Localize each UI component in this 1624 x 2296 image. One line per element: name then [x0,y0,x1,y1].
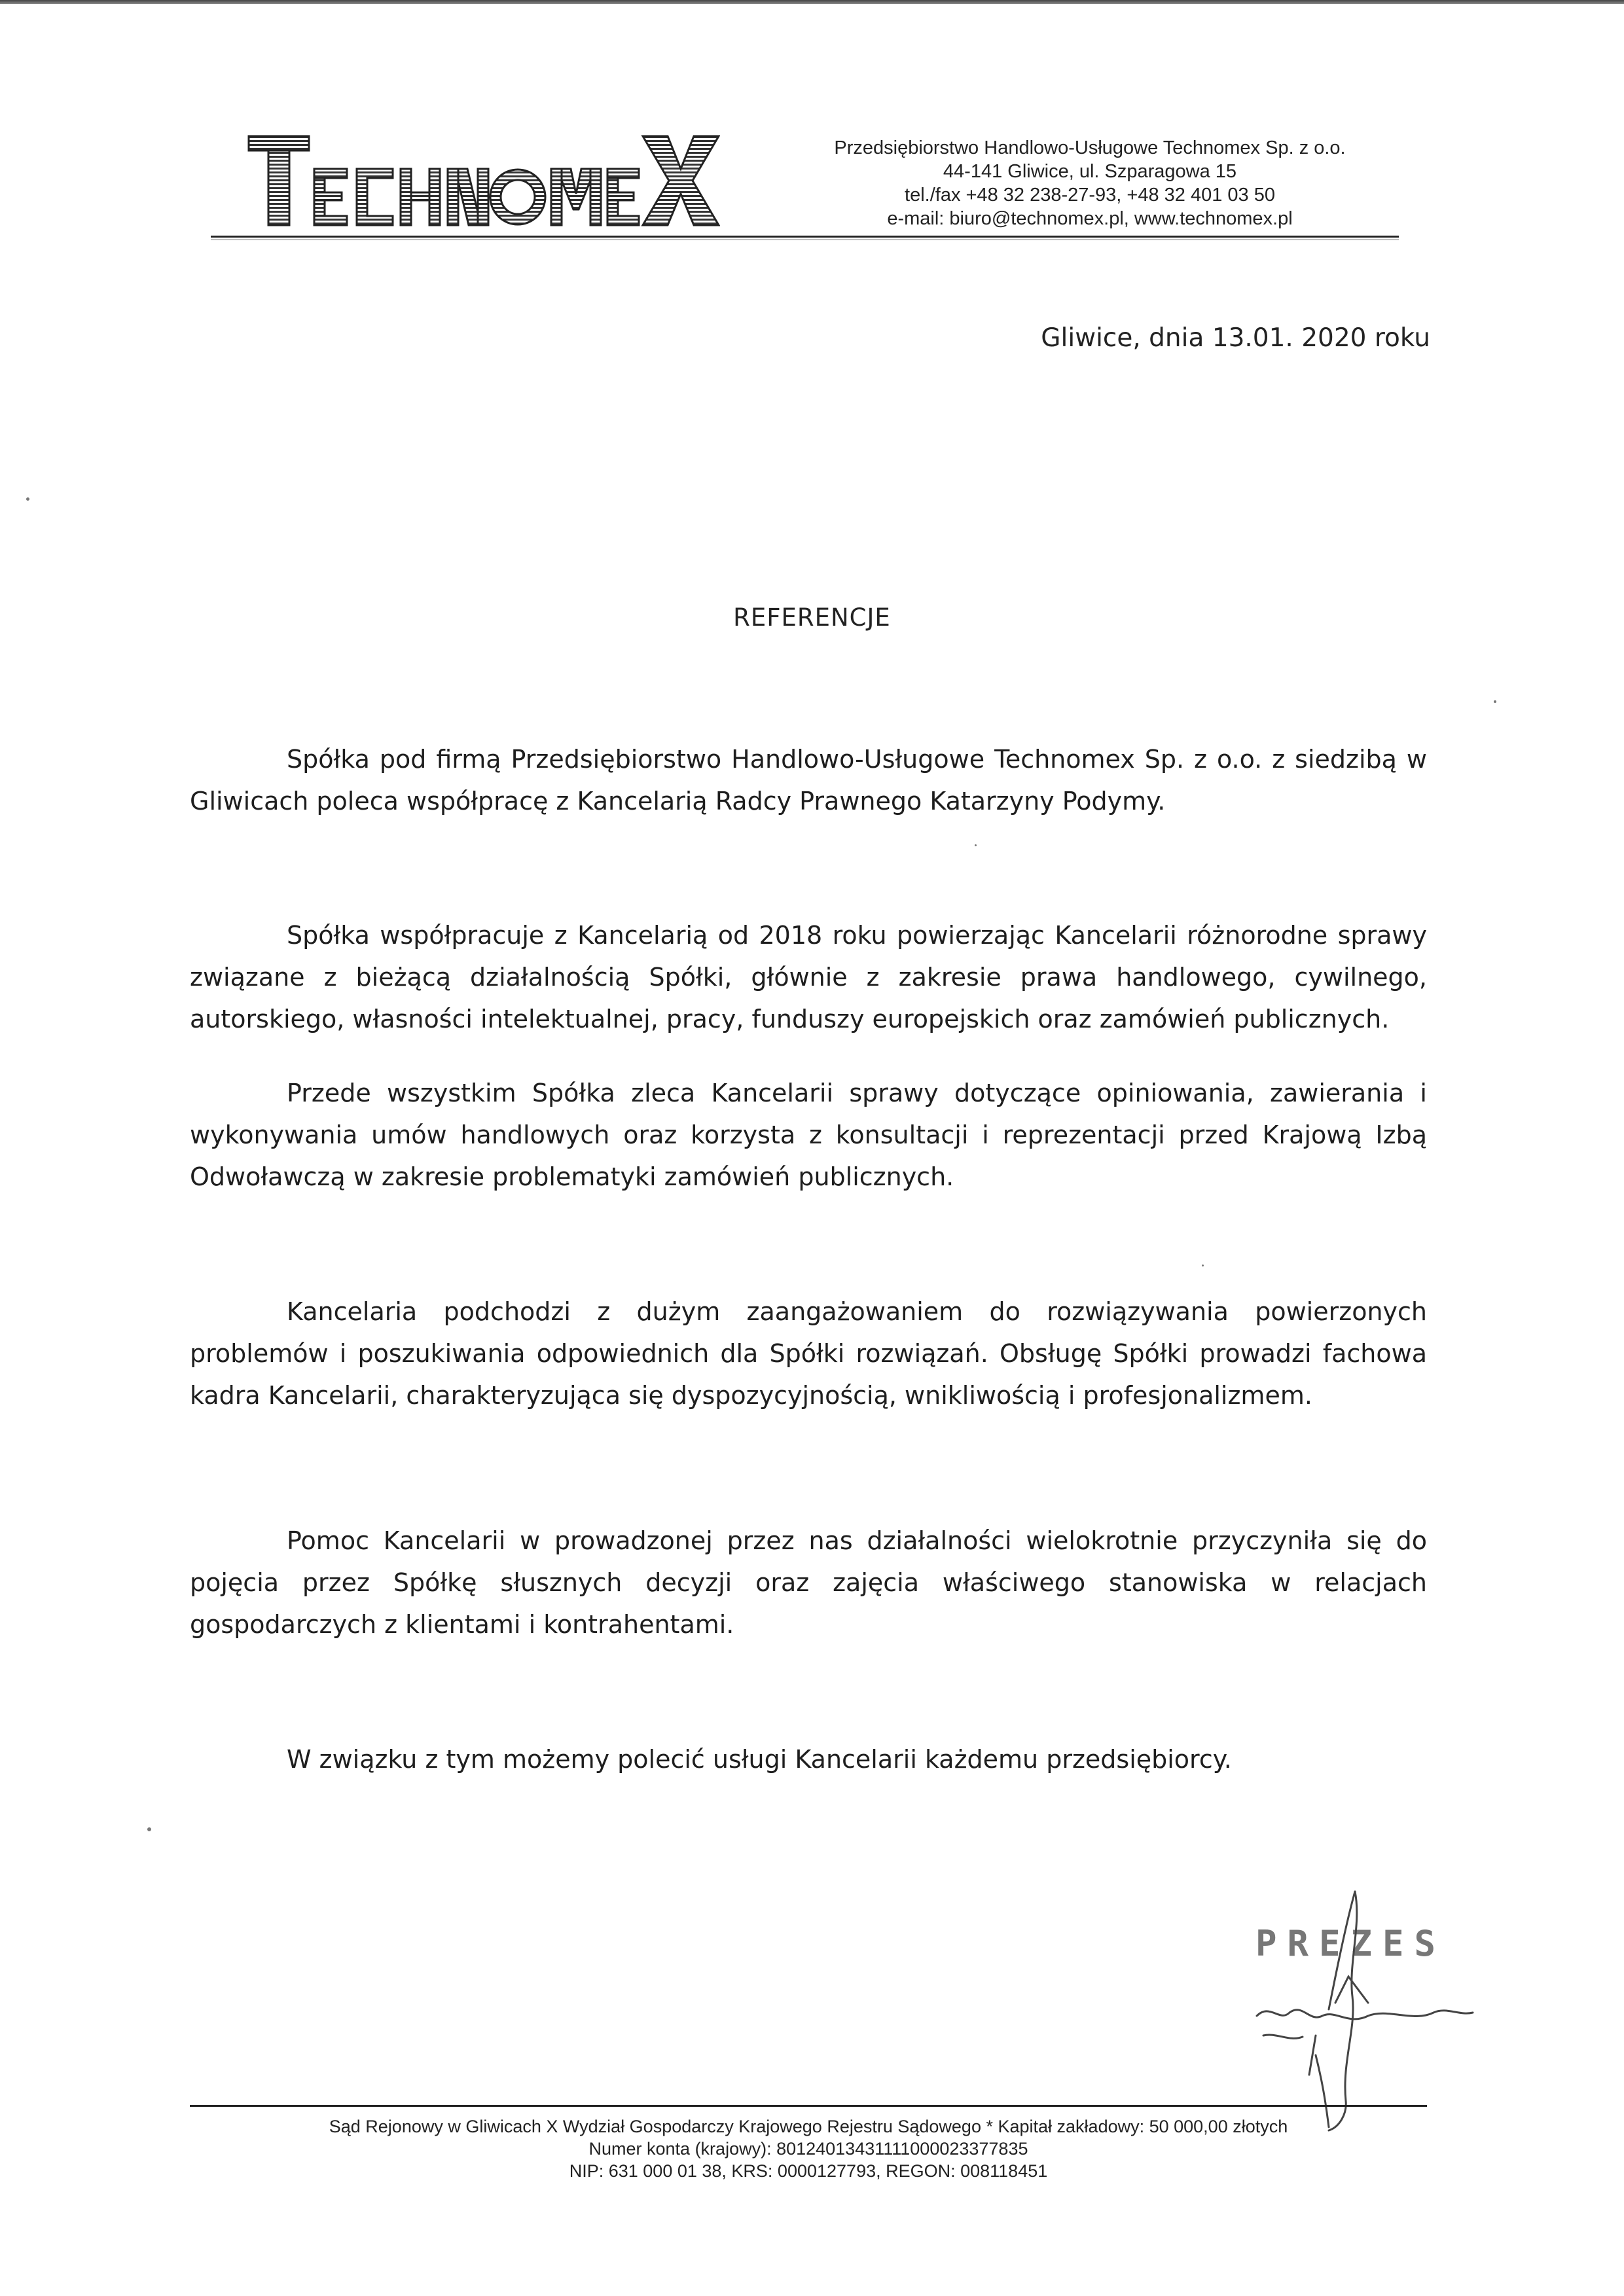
paragraph-3 [190,1072,1427,1198]
paragraph-text: W związku z tym możemy polecić usługi Kancelarii każdemu przedsiębiorcy. [287,1745,1232,1774]
paragraph-4 [190,1291,1427,1416]
paragraph-5 [190,1520,1427,1645]
document-date: Gliwice, dnia 13.01. 2020 roku [1041,323,1430,353]
stamp-title: PREZES [1255,1923,1447,1964]
footer-account-line: Numer konta (krajowy): 80124013431111000023377835 [588,2139,1028,2159]
footer-court-line: Sąd Rejonowy w Gliwicach X Wydział Gospodarczy Krajowego Rejestru Sądowego * Kapitał zakładowy: 50 000,00 złotych [329,2117,1288,2136]
scan-speck [1494,700,1496,703]
paragraph-6 [190,1738,1427,1780]
paragraph-2 [190,914,1427,1040]
company-details [795,136,1384,230]
scan-speck [147,1827,151,1831]
document-title: REFERENCJE [733,603,891,632]
paragraph-1 [190,738,1427,822]
footer-ids-line: NIP: 631 000 01 38, KRS: 0000127793, REGON: 008118451 [569,2161,1048,2181]
scan-speck [26,497,29,501]
paragraph-text: Pomoc Kancelarii w prowadzonej przez nas działalności wielokrotnie przyczyniła się do pojęcia przez Spółkę słusznych decyzji oraz zajęcia właściwego stanowiska w relacjach gospodarczych z klientami i kontrahentami. [190,1526,1427,1639]
scan-edge [0,0,1624,4]
company-logo [242,128,720,233]
company-registration-footer [190,2115,1427,2182]
scan-speck [975,844,977,846]
company-address: 44-141 Gliwice, ul. Szparagowa 15 [943,161,1237,182]
paragraph-text: Spółka pod firmą Przedsiębiorstwo Handlowo-Usługowe Technomex Sp. z o.o. z siedzibą w Gliwicach poleca współpracę z Kancelarią Radcy Prawnego Katarzyny Podymy. [190,745,1427,816]
scan-speck [1202,1265,1204,1266]
company-phone: tel./fax +48 32 238-27-93, +48 32 401 03 50 [905,185,1275,206]
company-contact: e-mail: biuro@technomex.pl, www.technomex.pl [887,208,1293,229]
company-name: Przedsiębiorstwo Handlowo-Usługowe Technomex Sp. z o.o. [834,137,1346,158]
handwritten-signature [1218,1885,1492,2134]
footer-divider [190,2105,1427,2107]
paragraph-text: Przede wszystkim Spółka zleca Kancelarii sprawy dotyczące opiniowania, zawierania i wykonywania umów handlowych oraz korzysta z konsultacji i reprezentacji przed Krajową Izbą Odwoławczą w zakresie problematyki zamówień publicznych. [190,1079,1427,1191]
header-divider [211,236,1399,238]
paragraph-text: Spółka współpracuje z Kancelarią od 2018 roku powierzając Kancelarii różnorodne sprawy związane z bieżącą działalnością Spółki, głównie z zakresie prawa handlowego, cywilnego, autorskiego, własności intelektualnej, pracy, funduszy europejskich oraz zamówień publicznych. [190,921,1427,1033]
paragraph-text: Kancelaria podchodzi z dużym zaangażowaniem do rozwiązywania powierzonych problemów i poszukiwania odpowiednich dla Spółki rozwiązań. Obsługę Spółki prowadzi fachowa kadra Kancelarii, charakteryzująca się dyspozycyjnością, wnikliwością i profesjonalizmem. [190,1297,1427,1410]
